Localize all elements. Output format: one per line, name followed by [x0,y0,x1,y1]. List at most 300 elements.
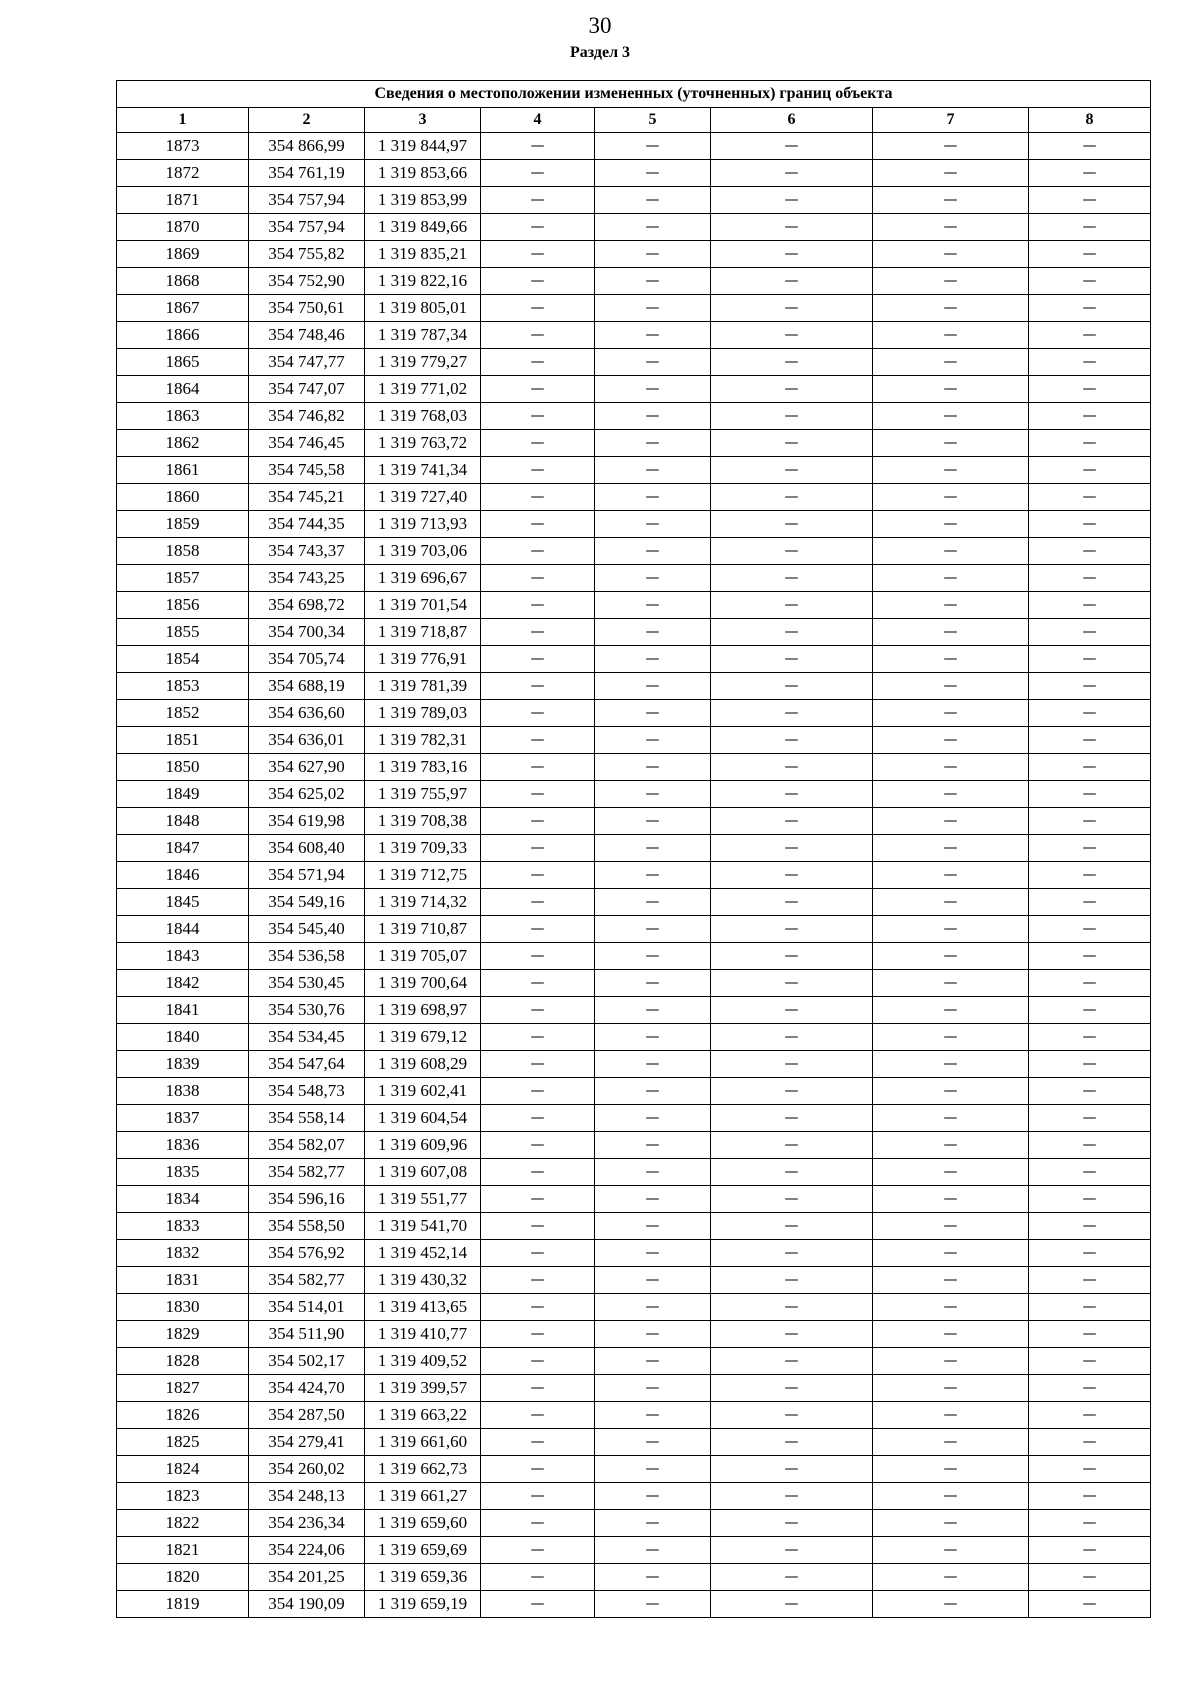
empty-dash-cell: — [1029,592,1151,619]
x-coordinate-cell: 354 636,01 [249,727,365,754]
empty-dash-cell: — [481,322,595,349]
empty-dash-cell: — [595,1510,711,1537]
empty-dash-cell: — [873,1429,1029,1456]
point-number-cell: 1826 [117,1402,249,1429]
table-row [117,1267,1151,1294]
empty-dash-cell: — [711,457,873,484]
empty-dash-cell: — [1029,1510,1151,1537]
y-coordinate-cell: 1 319 607,08 [365,1159,481,1186]
y-coordinate-cell: 1 319 712,75 [365,862,481,889]
empty-dash-cell: — [595,1294,711,1321]
empty-dash-cell: — [595,673,711,700]
empty-dash-cell: — [711,430,873,457]
y-coordinate-cell: 1 319 659,69 [365,1537,481,1564]
empty-dash-cell: — [1029,1456,1151,1483]
y-coordinate-cell: 1 319 789,03 [365,700,481,727]
empty-dash-cell: — [481,646,595,673]
empty-dash-cell: — [873,1375,1029,1402]
empty-dash-cell: — [711,133,873,160]
empty-dash-cell: — [1029,835,1151,862]
table-row [117,322,1151,349]
empty-dash-cell: — [873,1321,1029,1348]
point-number-cell: 1857 [117,565,249,592]
point-number-cell: 1858 [117,538,249,565]
empty-dash-cell: — [711,403,873,430]
point-number-cell: 1837 [117,1105,249,1132]
empty-dash-cell: — [595,295,711,322]
empty-dash-cell: — [1029,1024,1151,1051]
x-coordinate-cell: 354 530,76 [249,997,365,1024]
empty-dash-cell: — [1029,781,1151,808]
y-coordinate-cell: 1 319 452,14 [365,1240,481,1267]
table-row [117,1591,1151,1618]
point-number-cell: 1823 [117,1483,249,1510]
y-coordinate-cell: 1 319 710,87 [365,916,481,943]
point-number-cell: 1866 [117,322,249,349]
empty-dash-cell: — [595,1186,711,1213]
point-number-cell: 1861 [117,457,249,484]
table-row [117,376,1151,403]
y-coordinate-cell: 1 319 703,06 [365,538,481,565]
empty-dash-cell: — [595,889,711,916]
table-row [117,700,1151,727]
empty-dash-cell: — [873,538,1029,565]
empty-dash-cell: — [711,1348,873,1375]
empty-dash-cell: — [711,214,873,241]
empty-dash-cell: — [711,1537,873,1564]
table-row [117,1456,1151,1483]
x-coordinate-cell: 354 700,34 [249,619,365,646]
y-coordinate-cell: 1 319 661,60 [365,1429,481,1456]
empty-dash-cell: — [711,781,873,808]
table-row [117,727,1151,754]
empty-dash-cell: — [481,835,595,862]
empty-dash-cell: — [481,538,595,565]
empty-dash-cell: — [595,160,711,187]
table-row [117,1105,1151,1132]
empty-dash-cell: — [873,835,1029,862]
empty-dash-cell: — [873,646,1029,673]
table-row [117,1159,1151,1186]
empty-dash-cell: — [873,1402,1029,1429]
point-number-cell: 1871 [117,187,249,214]
empty-dash-cell: — [481,808,595,835]
empty-dash-cell: — [873,349,1029,376]
empty-dash-cell: — [481,1591,595,1618]
y-coordinate-cell: 1 319 776,91 [365,646,481,673]
empty-dash-cell: — [711,673,873,700]
x-coordinate-cell: 354 279,41 [249,1429,365,1456]
empty-dash-cell: — [595,619,711,646]
empty-dash-cell: — [595,1159,711,1186]
empty-dash-cell: — [711,700,873,727]
x-coordinate-cell: 354 744,35 [249,511,365,538]
table-row [117,889,1151,916]
y-coordinate-cell: 1 319 659,60 [365,1510,481,1537]
y-coordinate-cell: 1 319 835,21 [365,241,481,268]
empty-dash-cell: — [595,1078,711,1105]
empty-dash-cell: — [1029,646,1151,673]
empty-dash-cell: — [873,133,1029,160]
empty-dash-cell: — [481,1537,595,1564]
empty-dash-cell: — [481,295,595,322]
point-number-cell: 1819 [117,1591,249,1618]
empty-dash-cell: — [1029,160,1151,187]
table-row [117,943,1151,970]
empty-dash-cell: — [873,1267,1029,1294]
empty-dash-cell: — [595,1105,711,1132]
x-coordinate-cell: 354 757,94 [249,187,365,214]
empty-dash-cell: — [595,943,711,970]
empty-dash-cell: — [873,1348,1029,1375]
point-number-cell: 1824 [117,1456,249,1483]
point-number-cell: 1868 [117,268,249,295]
empty-dash-cell: — [481,727,595,754]
empty-dash-cell: — [711,349,873,376]
empty-dash-cell: — [1029,1564,1151,1591]
point-number-cell: 1869 [117,241,249,268]
empty-dash-cell: — [1029,484,1151,511]
y-coordinate-cell: 1 319 608,29 [365,1051,481,1078]
empty-dash-cell: — [873,241,1029,268]
empty-dash-cell: — [1029,133,1151,160]
empty-dash-cell: — [711,1402,873,1429]
empty-dash-cell: — [595,1564,711,1591]
table-row [117,430,1151,457]
empty-dash-cell: — [481,754,595,781]
point-number-cell: 1848 [117,808,249,835]
empty-dash-cell: — [711,1321,873,1348]
empty-dash-cell: — [873,1537,1029,1564]
empty-dash-cell: — [595,727,711,754]
x-coordinate-cell: 354 755,82 [249,241,365,268]
point-number-cell: 1828 [117,1348,249,1375]
x-coordinate-cell: 354 582,77 [249,1159,365,1186]
table-row [117,592,1151,619]
x-coordinate-cell: 354 514,01 [249,1294,365,1321]
empty-dash-cell: — [873,565,1029,592]
table-row [117,1402,1151,1429]
x-coordinate-cell: 354 201,25 [249,1564,365,1591]
empty-dash-cell: — [481,1402,595,1429]
table-row [117,1051,1151,1078]
point-number-cell: 1853 [117,673,249,700]
empty-dash-cell: — [1029,997,1151,1024]
point-number-cell: 1846 [117,862,249,889]
empty-dash-cell: — [595,268,711,295]
empty-dash-cell: — [595,916,711,943]
table-caption: Сведения о местоположении измененных (уточненных) границ объекта [117,81,1151,108]
empty-dash-cell: — [873,754,1029,781]
point-number-cell: 1856 [117,592,249,619]
y-coordinate-cell: 1 319 663,22 [365,1402,481,1429]
empty-dash-cell: — [1029,511,1151,538]
empty-dash-cell: — [873,619,1029,646]
empty-dash-cell: — [873,1024,1029,1051]
empty-dash-cell: — [595,1537,711,1564]
empty-dash-cell: — [1029,943,1151,970]
y-coordinate-cell: 1 319 779,27 [365,349,481,376]
point-number-cell: 1850 [117,754,249,781]
empty-dash-cell: — [873,889,1029,916]
x-coordinate-cell: 354 545,40 [249,916,365,943]
empty-dash-cell: — [873,295,1029,322]
table-row [117,1483,1151,1510]
empty-dash-cell: — [481,430,595,457]
table-row [117,1024,1151,1051]
y-coordinate-cell: 1 319 409,52 [365,1348,481,1375]
empty-dash-cell: — [1029,1483,1151,1510]
table-row [117,565,1151,592]
empty-dash-cell: — [711,1213,873,1240]
y-coordinate-cell: 1 319 718,87 [365,619,481,646]
x-coordinate-cell: 354 536,58 [249,943,365,970]
empty-dash-cell: — [1029,1051,1151,1078]
table-row [117,403,1151,430]
empty-dash-cell: — [481,1510,595,1537]
empty-dash-cell: — [1029,349,1151,376]
empty-dash-cell: — [873,322,1029,349]
y-coordinate-cell: 1 319 727,40 [365,484,481,511]
empty-dash-cell: — [711,619,873,646]
empty-dash-cell: — [1029,457,1151,484]
x-coordinate-cell: 354 752,90 [249,268,365,295]
x-coordinate-cell: 354 424,70 [249,1375,365,1402]
empty-dash-cell: — [481,700,595,727]
empty-dash-cell: — [873,1105,1029,1132]
point-number-cell: 1841 [117,997,249,1024]
table-row [117,1078,1151,1105]
empty-dash-cell: — [481,133,595,160]
point-number-cell: 1859 [117,511,249,538]
empty-dash-cell: — [481,1024,595,1051]
empty-dash-cell: — [711,484,873,511]
y-coordinate-cell: 1 319 805,01 [365,295,481,322]
x-coordinate-cell: 354 746,82 [249,403,365,430]
x-coordinate-cell: 354 625,02 [249,781,365,808]
empty-dash-cell: — [595,322,711,349]
point-number-cell: 1845 [117,889,249,916]
empty-dash-cell: — [481,781,595,808]
x-coordinate-cell: 354 502,17 [249,1348,365,1375]
empty-dash-cell: — [595,1213,711,1240]
point-number-cell: 1831 [117,1267,249,1294]
empty-dash-cell: — [1029,322,1151,349]
x-coordinate-cell: 354 534,45 [249,1024,365,1051]
y-coordinate-cell: 1 319 661,27 [365,1483,481,1510]
empty-dash-cell: — [873,1591,1029,1618]
empty-dash-cell: — [711,1294,873,1321]
empty-dash-cell: — [595,1456,711,1483]
table-row [117,673,1151,700]
x-coordinate-cell: 354 582,07 [249,1132,365,1159]
y-coordinate-cell: 1 319 413,65 [365,1294,481,1321]
empty-dash-cell: — [1029,1159,1151,1186]
empty-dash-cell: — [481,214,595,241]
empty-dash-cell: — [711,565,873,592]
empty-dash-cell: — [595,511,711,538]
empty-dash-cell: — [1029,214,1151,241]
point-number-cell: 1852 [117,700,249,727]
empty-dash-cell: — [481,1375,595,1402]
point-number-cell: 1836 [117,1132,249,1159]
point-number-cell: 1822 [117,1510,249,1537]
empty-dash-cell: — [481,1240,595,1267]
empty-dash-cell: — [481,1105,595,1132]
y-coordinate-cell: 1 319 783,16 [365,754,481,781]
x-coordinate-cell: 354 548,73 [249,1078,365,1105]
table-row [117,997,1151,1024]
empty-dash-cell: — [711,241,873,268]
table-row [117,619,1151,646]
empty-dash-cell: — [595,457,711,484]
table-row [117,1213,1151,1240]
x-coordinate-cell: 354 750,61 [249,295,365,322]
empty-dash-cell: — [1029,673,1151,700]
empty-dash-cell: — [1029,700,1151,727]
y-coordinate-cell: 1 319 755,97 [365,781,481,808]
table-row [117,1240,1151,1267]
section-title: Раздел 3 [569,44,631,61]
x-coordinate-cell: 354 224,06 [249,1537,365,1564]
table-row [117,457,1151,484]
y-coordinate-cell: 1 319 822,16 [365,268,481,295]
empty-dash-cell: — [711,835,873,862]
empty-dash-cell: — [481,1564,595,1591]
empty-dash-cell: — [873,673,1029,700]
x-coordinate-cell: 354 705,74 [249,646,365,673]
empty-dash-cell: — [711,727,873,754]
y-coordinate-cell: 1 319 768,03 [365,403,481,430]
table-row [117,835,1151,862]
x-coordinate-cell: 354 698,72 [249,592,365,619]
point-number-cell: 1872 [117,160,249,187]
point-number-cell: 1839 [117,1051,249,1078]
point-number-cell: 1873 [117,133,249,160]
table-row [117,268,1151,295]
empty-dash-cell: — [711,1159,873,1186]
point-number-cell: 1832 [117,1240,249,1267]
empty-dash-cell: — [1029,1375,1151,1402]
page-number: 30 [588,13,612,38]
point-number-cell: 1870 [117,214,249,241]
x-coordinate-cell: 354 558,50 [249,1213,365,1240]
empty-dash-cell: — [873,1051,1029,1078]
x-coordinate-cell: 354 558,14 [249,1105,365,1132]
empty-dash-cell: — [595,1024,711,1051]
y-coordinate-cell: 1 319 659,36 [365,1564,481,1591]
point-number-cell: 1864 [117,376,249,403]
empty-dash-cell: — [595,1321,711,1348]
empty-dash-cell: — [481,916,595,943]
empty-dash-cell: — [1029,1294,1151,1321]
empty-dash-cell: — [481,1321,595,1348]
empty-dash-cell: — [595,241,711,268]
empty-dash-cell: — [711,592,873,619]
x-coordinate-cell: 354 608,40 [249,835,365,862]
y-coordinate-cell: 1 319 713,93 [365,511,481,538]
empty-dash-cell: — [873,1294,1029,1321]
x-coordinate-cell: 354 743,37 [249,538,365,565]
empty-dash-cell: — [481,970,595,997]
empty-dash-cell: — [481,403,595,430]
table-row [117,1375,1151,1402]
table-row [117,511,1151,538]
table-row [117,349,1151,376]
empty-dash-cell: — [873,1186,1029,1213]
y-coordinate-cell: 1 319 741,34 [365,457,481,484]
empty-dash-cell: — [481,889,595,916]
empty-dash-cell: — [481,1186,595,1213]
empty-dash-cell: — [873,781,1029,808]
y-coordinate-cell: 1 319 849,66 [365,214,481,241]
empty-dash-cell: — [1029,862,1151,889]
point-number-cell: 1842 [117,970,249,997]
point-number-cell: 1827 [117,1375,249,1402]
empty-dash-cell: — [873,484,1029,511]
empty-dash-cell: — [1029,403,1151,430]
table-row [117,214,1151,241]
table-row [117,538,1151,565]
x-coordinate-cell: 354 747,07 [249,376,365,403]
point-number-cell: 1820 [117,1564,249,1591]
column-header: 5 [595,108,711,133]
y-coordinate-cell: 1 319 662,73 [365,1456,481,1483]
empty-dash-cell: — [711,1105,873,1132]
x-coordinate-cell: 354 190,09 [249,1591,365,1618]
empty-dash-cell: — [711,943,873,970]
empty-dash-cell: — [1029,1321,1151,1348]
table-row [117,1321,1151,1348]
empty-dash-cell: — [595,1132,711,1159]
empty-dash-cell: — [873,511,1029,538]
empty-dash-cell: — [1029,1429,1151,1456]
empty-dash-cell: — [481,1132,595,1159]
empty-dash-cell: — [711,511,873,538]
y-coordinate-cell: 1 319 541,70 [365,1213,481,1240]
empty-dash-cell: — [873,943,1029,970]
empty-dash-cell: — [711,808,873,835]
empty-dash-cell: — [711,997,873,1024]
point-number-cell: 1860 [117,484,249,511]
empty-dash-cell: — [873,592,1029,619]
y-coordinate-cell: 1 319 604,54 [365,1105,481,1132]
y-coordinate-cell: 1 319 853,66 [365,160,481,187]
empty-dash-cell: — [1029,430,1151,457]
empty-dash-cell: — [873,916,1029,943]
empty-dash-cell: — [711,862,873,889]
empty-dash-cell: — [595,835,711,862]
point-number-cell: 1865 [117,349,249,376]
empty-dash-cell: — [873,1132,1029,1159]
empty-dash-cell: — [711,187,873,214]
empty-dash-cell: — [1029,1078,1151,1105]
coordinates-table [116,80,1151,1618]
empty-dash-cell: — [711,1456,873,1483]
empty-dash-cell: — [481,619,595,646]
empty-dash-cell: — [595,214,711,241]
empty-dash-cell: — [595,1240,711,1267]
table-row [117,1429,1151,1456]
empty-dash-cell: — [595,862,711,889]
empty-dash-cell: — [1029,1186,1151,1213]
empty-dash-cell: — [711,1267,873,1294]
empty-dash-cell: — [873,430,1029,457]
x-coordinate-cell: 354 549,16 [249,889,365,916]
empty-dash-cell: — [711,1024,873,1051]
empty-dash-cell: — [595,1051,711,1078]
empty-dash-cell: — [873,376,1029,403]
